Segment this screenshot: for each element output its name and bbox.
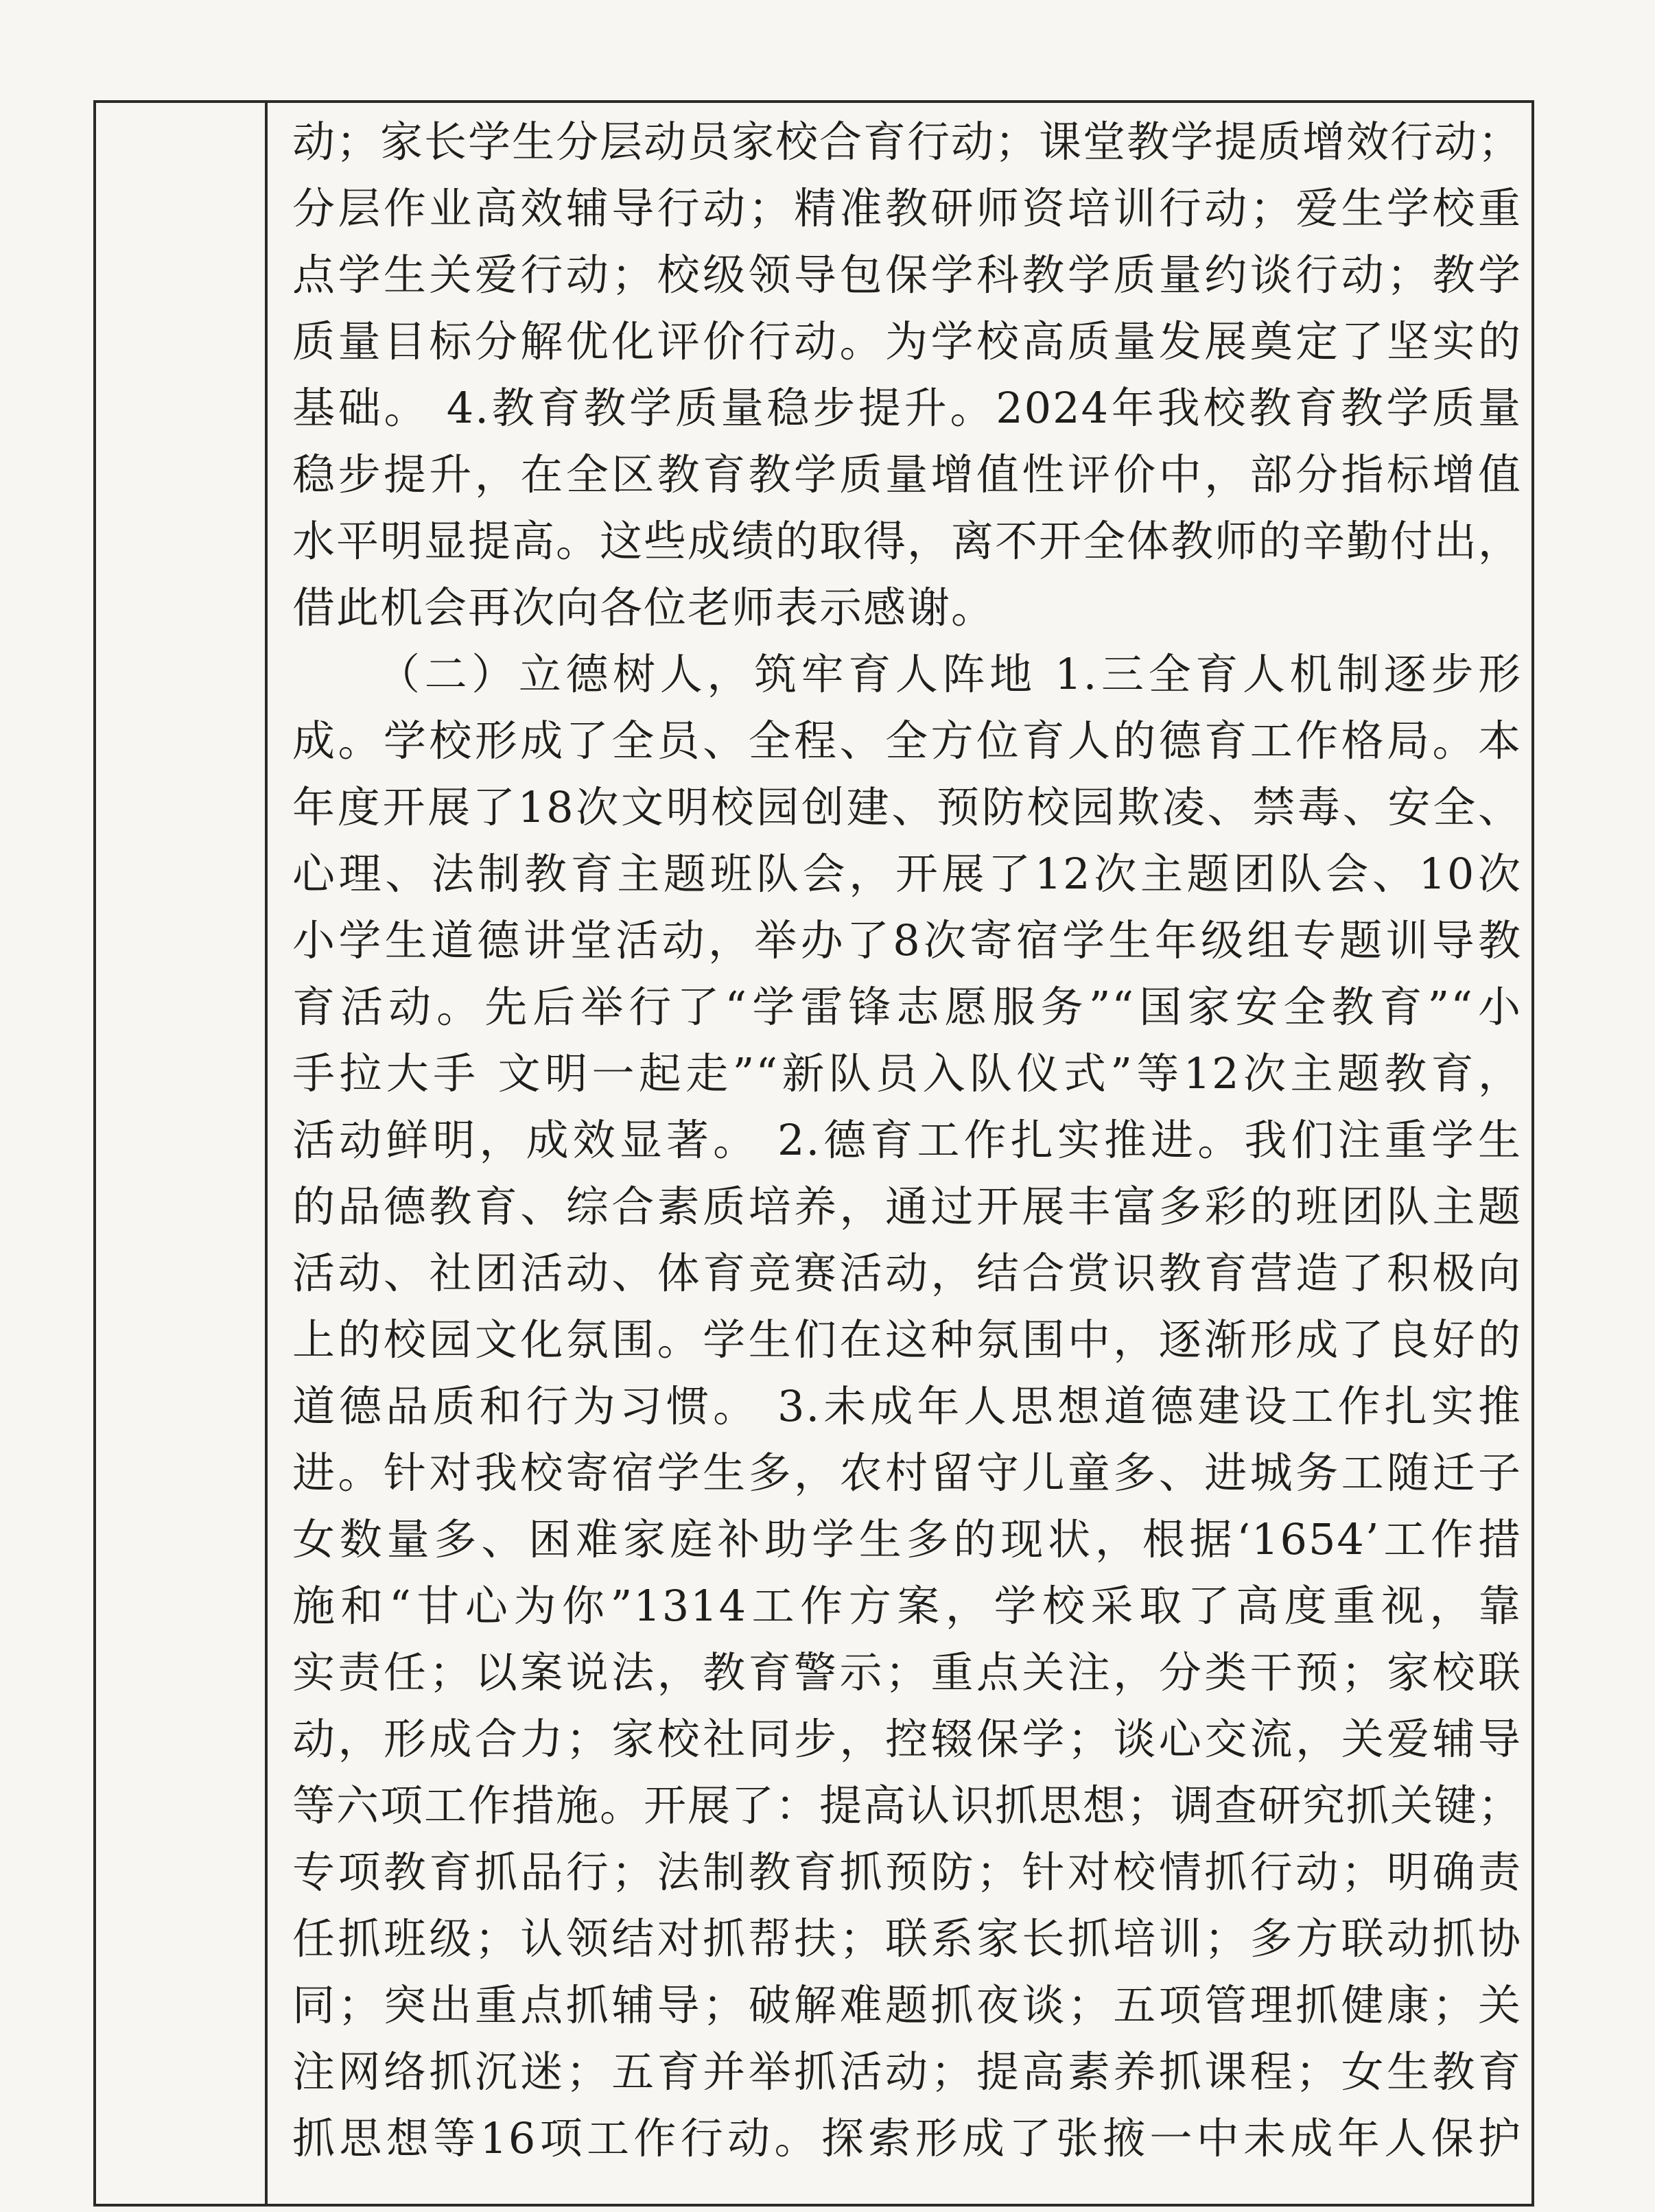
text-line: 基础。 4.教育教学质量稳步提升。2024年我校教育教学质量 — [292, 383, 1522, 433]
text-line: 成。学校形成了全员、全程、全方位育人的德育工作格局。本 — [292, 716, 1522, 766]
text-line: 专项教育抓品行；法制教育抓预防；针对校情抓行动；明确责 — [292, 1847, 1522, 1897]
text-line: 心理、法制教育主题班队会，开展了12次主题团队会、10次 — [292, 849, 1522, 899]
text-line: 进。针对我校寄宿学生多，农村留守儿童多、进城务工随迁子 — [292, 1448, 1522, 1498]
text-line: 质量目标分解优化评价行动。为学校高质量发展奠定了坚实的 — [292, 316, 1522, 366]
text-line: 水平明显提高。这些成绩的取得，离不开全体教师的辛勤付出， — [292, 516, 1522, 566]
text-line: 等六项工作措施。开展了：提高认识抓思想；调查研究抓关键； — [292, 1780, 1522, 1831]
text-line: 年度开展了18次文明校园创建、预防校园欺凌、禁毒、安全、 — [292, 782, 1522, 832]
text-line: 施和“甘心为你”1314工作方案，学校采取了高度重视，靠 — [292, 1581, 1522, 1631]
text-line: 稳步提升，在全区教育教学质量增值性评价中，部分指标增值 — [292, 449, 1522, 499]
text-line: 分层作业高效辅导行动；精准教研师资培训行动；爱生学校重 — [292, 183, 1522, 233]
text-line: 实责任；以案说法，教育警示；重点关注，分类干预；家校联 — [292, 1647, 1522, 1697]
text-line: 活动、社团活动、体育竞赛活动，结合赏识教育营造了积极向 — [292, 1248, 1522, 1298]
text-line: 的品德教育、综合素质培养，通过开展丰富多彩的班团队主题 — [292, 1181, 1522, 1232]
text-line: 手拉大手 文明一起走”“新队员入队仪式”等12次主题教育， — [292, 1048, 1522, 1098]
text-line: 女数量多、困难家庭补助学生多的现状，根据‘1654’工作措 — [292, 1514, 1522, 1564]
text-line: 注网络抓沉迷；五育并举抓活动；提高素养抓课程；女生教育 — [292, 2047, 1522, 2097]
section-heading-line: （二）立德树人，筑牢育人阵地 1.三全育人机制逐步形 — [377, 649, 1522, 699]
text-line: 借此机会再次向各位老师表示感谢。 — [292, 583, 995, 633]
text-line: 动；家长学生分层动员家校合育行动；课堂教学提质增效行动； — [292, 117, 1522, 167]
text-line: 小学生道德讲堂活动，举办了8次寄宿学生年级组专题训导教 — [292, 915, 1522, 965]
text-line: 点学生关爱行动；校级领导包保学科教学质量约谈行动；教学 — [292, 250, 1522, 300]
text-line: 上的校园文化氛围。学生们在这种氛围中，逐渐形成了良好的 — [292, 1315, 1522, 1365]
content-column — [268, 103, 1531, 2204]
form-table — [93, 100, 1534, 2207]
text-line: 道德品质和行为习惯。 3.未成年人思想道德建设工作扎实推 — [292, 1381, 1522, 1431]
text-line: 育活动。先后举行了“学雷锋志愿服务”“国家安全教育”“小 — [292, 982, 1522, 1032]
text-line: 同；突出重点抓辅导；破解难题抓夜谈；五项管理抓健康；关 — [292, 1980, 1522, 2030]
label-column — [96, 103, 268, 2204]
text-line: 活动鲜明，成效显著。 2.德育工作扎实推进。我们注重学生 — [292, 1115, 1522, 1165]
text-line: 任抓班级；认领结对抓帮扶；联系家长抓培训；多方联动抓协 — [292, 1914, 1522, 1964]
text-line: 抓思想等16项工作行动。探索形成了张掖一中未成年人保护 — [292, 2113, 1522, 2163]
text-line: 动，形成合力；家校社同步，控辍保学；谈心交流，关爱辅导 — [292, 1714, 1522, 1764]
